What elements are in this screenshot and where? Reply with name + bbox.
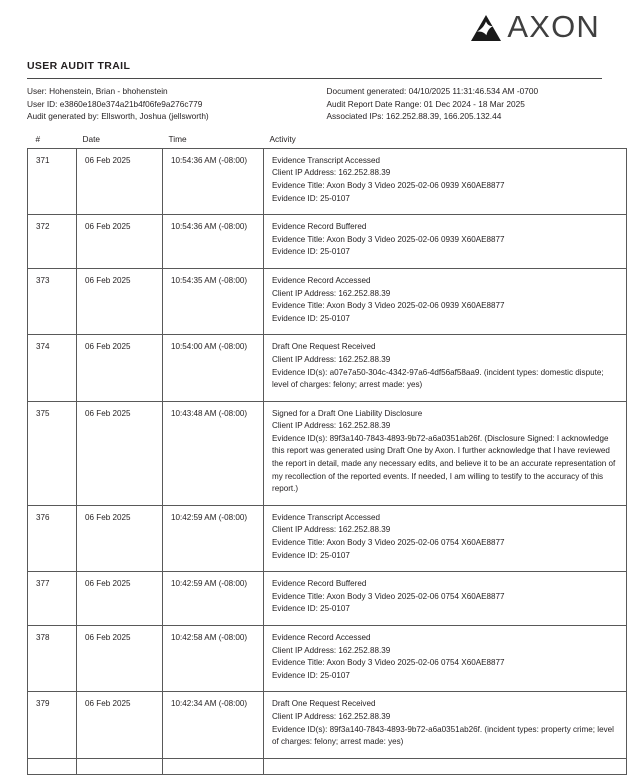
activity-line: Evidence ID: 25-0107 xyxy=(272,193,350,203)
cell-time: 10:42:59 AM (-08:00) xyxy=(163,505,264,571)
activity-line: Evidence ID(s): 89f3a140-7843-4893-9b72-a6a0351ab26f. (Disclosure Signed: I acknowledge this report was generated using Draft One by Axon. I further acknowledge that I have reviewed the report in detail, made any necessary edits, and believe it to be an accurate representation of my recollection of the reported events. If needed, I am willing to testify to the accuracy of this report.) xyxy=(272,433,616,494)
cell-number: 373 xyxy=(28,268,77,334)
table-header xyxy=(28,134,627,149)
report-metadata xyxy=(27,85,602,123)
metadata-date-range: Audit Report Date Range: 01 Dec 2024 - 18 Mar 2025 xyxy=(326,98,525,109)
page-title: USER AUDIT TRAIL xyxy=(27,60,131,72)
activity-line: Evidence Record Buffered xyxy=(272,579,367,589)
activity-line: Client IP Address: 162.252.88.39 xyxy=(272,525,391,535)
cell-date: 06 Feb 2025 xyxy=(77,148,163,214)
cell-date: 06 Feb 2025 xyxy=(77,335,163,401)
activity-line: Evidence Title: Axon Body 3 Video 2025-02-06 0754 X60AE8877 xyxy=(272,538,505,548)
column-header-time: Time xyxy=(168,133,187,144)
metadata-document-generated: Document generated: 04/10/2025 11:31:46.534 AM -0700 xyxy=(326,86,539,96)
cell-time xyxy=(163,758,264,774)
cell-number: 376 xyxy=(28,505,77,571)
cell-time: 10:42:58 AM (-08:00) xyxy=(163,626,264,692)
activity-line: Evidence Title: Axon Body 3 Video 2025-02-06 0754 X60AE8877 xyxy=(272,658,505,668)
table-body xyxy=(28,148,627,774)
cell-date: 06 Feb 2025 xyxy=(77,215,163,269)
table-row[interactable] xyxy=(28,401,627,505)
activity-line: Evidence Title: Axon Body 3 Video 2025-02-06 0939 X60AE8877 xyxy=(272,180,505,190)
cell-date: 06 Feb 2025 xyxy=(77,572,163,626)
cell-number xyxy=(28,758,77,774)
cell-time: 10:43:48 AM (-08:00) xyxy=(163,401,264,505)
activity-line: Client IP Address: 162.252.88.39 xyxy=(272,288,391,298)
metadata-audit-generated-by: Audit generated by: Ellsworth, Joshua (jellsworth) xyxy=(27,111,209,122)
activity-line: Client IP Address: 162.252.88.39 xyxy=(272,168,391,178)
cell-activity xyxy=(264,505,627,571)
activity-line: Draft One Request Received xyxy=(272,699,376,709)
cell-activity xyxy=(264,572,627,626)
metadata-user-id: User ID: e3860e180e374a21b4f06fe9a276c779 xyxy=(27,98,203,109)
cell-activity xyxy=(264,215,627,269)
column-header-number: # xyxy=(35,133,41,144)
cell-activity xyxy=(264,692,627,758)
activity-line: Evidence ID(s): 89f3a140-7843-4893-9b72-a6a0351ab26f. (incident types: property crime; level of charges: felony; arrest made: yes) xyxy=(272,724,614,747)
cell-activity xyxy=(264,268,627,334)
cell-activity xyxy=(264,758,627,774)
activity-line: Evidence Record Buffered xyxy=(272,222,367,232)
activity-line: Evidence ID: 25-0107 xyxy=(272,313,350,323)
audit-trail-table xyxy=(27,134,627,775)
cell-number: 375 xyxy=(28,401,77,505)
table-row[interactable] xyxy=(28,626,627,692)
activity-line: Evidence Record Accessed xyxy=(272,633,371,642)
cell-date: 06 Feb 2025 xyxy=(77,692,163,758)
activity-line: Client IP Address: 162.252.88.39 xyxy=(272,645,391,655)
activity-line: Client IP Address: 162.252.88.39 xyxy=(272,711,391,721)
cell-number: 378 xyxy=(28,626,77,692)
table-row[interactable] xyxy=(28,335,627,401)
metadata-associated-ips: Associated IPs: 162.252.88.39, 166.205.132.44 xyxy=(326,111,502,122)
cell-date: 06 Feb 2025 xyxy=(77,505,163,571)
cell-date: 06 Feb 2025 xyxy=(77,401,163,505)
cell-number: 372 xyxy=(28,215,77,269)
activity-line: Draft One Request Received xyxy=(272,342,376,352)
table-row[interactable] xyxy=(28,505,627,571)
table-row[interactable] xyxy=(28,572,627,626)
cell-time: 10:42:59 AM (-08:00) xyxy=(163,572,264,626)
activity-line: Evidence ID(s): a07e7a50-304c-4342-97a6-4df56af58aa9. (incident types: domestic dispute; level of charges: felony; arrest made: yes) xyxy=(272,367,604,390)
activity-line: Evidence ID: 25-0107 xyxy=(272,247,350,257)
cell-date: 06 Feb 2025 xyxy=(77,626,163,692)
cell-number: 377 xyxy=(28,572,77,626)
metadata-report-column xyxy=(303,85,603,123)
table-row[interactable] xyxy=(28,692,627,758)
brand-header xyxy=(27,0,602,55)
cell-date xyxy=(77,758,163,774)
column-header-date: Date xyxy=(82,133,101,144)
table-header-row xyxy=(28,134,627,149)
activity-line: Client IP Address: 162.252.88.39 xyxy=(272,421,391,431)
cell-time: 10:54:36 AM (-08:00) xyxy=(163,215,264,269)
cell-time: 10:54:35 AM (-08:00) xyxy=(163,268,264,334)
cell-activity xyxy=(264,626,627,692)
activity-line: Evidence ID: 25-0107 xyxy=(272,670,350,680)
cell-number: 374 xyxy=(28,335,77,401)
activity-line: Evidence Title: Axon Body 3 Video 2025-02-06 0754 X60AE8877 xyxy=(272,591,505,601)
cell-number: 371 xyxy=(28,148,77,214)
activity-line: Evidence Transcript Accessed xyxy=(272,155,380,165)
axon-wordmark: AXON xyxy=(507,9,600,44)
metadata-user-column xyxy=(27,85,303,123)
cell-time: 10:54:36 AM (-08:00) xyxy=(163,148,264,214)
cell-time: 10:42:34 AM (-08:00) xyxy=(163,692,264,758)
table-row[interactable] xyxy=(28,148,627,214)
cell-activity xyxy=(264,335,627,401)
axon-logo xyxy=(471,11,600,44)
activity-line: Evidence ID: 25-0107 xyxy=(272,604,350,614)
title-divider xyxy=(27,78,602,79)
cell-time: 10:54:00 AM (-08:00) xyxy=(163,335,264,401)
column-header-activity: Activity xyxy=(269,133,296,144)
axon-triangle-icon xyxy=(471,15,501,41)
activity-line: Evidence ID: 25-0107 xyxy=(272,550,350,560)
activity-line: Evidence Title: Axon Body 3 Video 2025-02-06 0939 X60AE8877 xyxy=(272,234,505,244)
activity-line: Evidence Record Accessed xyxy=(272,275,371,285)
activity-line: Evidence Transcript Accessed xyxy=(272,512,380,522)
activity-line: Signed for a Draft One Liability Disclosure xyxy=(272,408,423,418)
cell-activity xyxy=(264,148,627,214)
metadata-user-name: User: Hohenstein, Brian - bhohenstein xyxy=(27,86,168,96)
cell-number: 379 xyxy=(28,692,77,758)
cell-date: 06 Feb 2025 xyxy=(77,268,163,334)
activity-line: Client IP Address: 162.252.88.39 xyxy=(272,354,391,364)
table-row[interactable] xyxy=(28,758,627,774)
activity-line: Evidence Title: Axon Body 3 Video 2025-02-06 0939 X60AE8877 xyxy=(272,301,505,311)
table-row[interactable] xyxy=(28,215,627,269)
table-row[interactable] xyxy=(28,268,627,334)
cell-activity xyxy=(264,401,627,505)
